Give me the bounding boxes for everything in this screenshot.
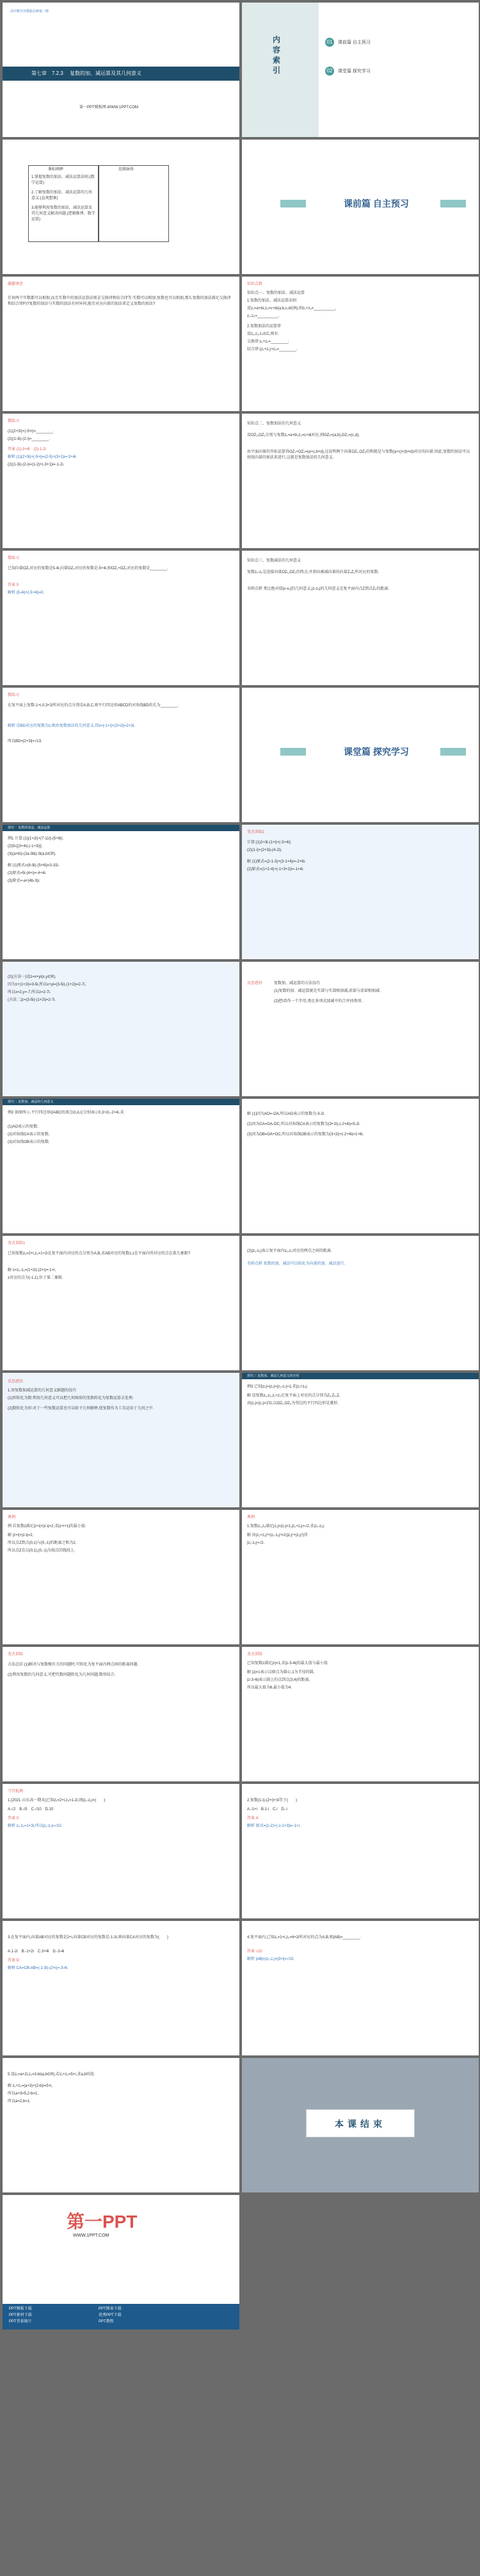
reflect-body: 复数加、减运算的方法技巧 bbox=[274, 982, 321, 985]
question: 已知复数z₁=2+i,z₂=1+2i在复平面内对应的点分别为A,B,求AB对应的复数z,z在平面内所对应的点在第几象限? bbox=[8, 1252, 191, 1256]
slide-example1 bbox=[3, 825, 239, 959]
text-line: (2)利用复数的几何意义,可把代数问题转化为几何问题,数形结合. bbox=[8, 1673, 116, 1677]
toc-index-1: 01 bbox=[325, 38, 334, 47]
solution: z对应的点为(-1,1),位于第二象限. bbox=[8, 1276, 63, 1280]
brand-title: 第一PPT bbox=[67, 2212, 138, 2232]
solution: 解 (1)原式=(8-9i)-(5+6i)=3-15i. bbox=[8, 864, 60, 868]
tag-label: 微练习 bbox=[8, 693, 20, 697]
solution: 所以a=2,b=1. bbox=[8, 2100, 31, 2103]
slide-knowledge1 bbox=[242, 277, 479, 411]
publisher-logo: 高中数学苏教版必修第二册 bbox=[10, 10, 49, 13]
objectives-header: 课标阐释 bbox=[48, 168, 64, 172]
kp-line: z₁-z₂=__________. bbox=[247, 314, 280, 318]
solution: 所以点Z到点(0,1)与(0,-1)的距离之和为2, bbox=[8, 1541, 77, 1545]
tag-label: 典例 bbox=[247, 1516, 255, 1519]
slide-objectives bbox=[3, 140, 239, 274]
slide-check3 bbox=[3, 1921, 239, 2055]
solution: 解 由|z₁+z₂|²+|z₁-z₂|²=2(|z₁|²+|z₂|²)得 bbox=[247, 1534, 308, 1537]
footer-link[interactable]: PPT素材下载 bbox=[9, 2313, 32, 2317]
tag-label: 反思感悟 bbox=[247, 982, 263, 985]
slide-example2 bbox=[3, 1099, 239, 1233]
slide-check1 bbox=[3, 1784, 239, 1918]
end-title: 本课结束 bbox=[306, 2109, 415, 2137]
solution: 解 z₁+z₂=(a+3)+(2-b)i=5+i, bbox=[8, 2084, 53, 2088]
solution: (3)因为OB=OA+OC,所以对角线OB表示的复数为(3+2i)+(-2+4i)=1+6i. bbox=[247, 1133, 364, 1137]
question: 已知复数z满足|z|=1,求|z-3-4i|的最大值与最小值. bbox=[247, 1662, 329, 1665]
slide-reflect2 bbox=[3, 1373, 239, 1507]
question: (3)(a+bi)-(2a-3bi)-3i(a,b∈R). bbox=[8, 852, 56, 856]
slide-variant2 bbox=[3, 1236, 239, 1370]
question: 例2 如图所示,平行四边形OABC的顶点O,A,C分别表示0,3+2i,-2+4i.求: bbox=[8, 1111, 125, 1115]
kp-title: 知识点三、复数减法的几何意义 bbox=[247, 559, 301, 563]
source-text: 第一PPT模板网-WWW.1PPT.COM bbox=[79, 106, 138, 109]
question: 5.设z₁=a+2i,z₂=3-bi(a,b∈R),若z₁+z₂=5+i,求a,b的值. bbox=[8, 2073, 95, 2077]
slide-summary bbox=[3, 1647, 239, 1781]
objective-1: 1.掌握复数的加法、减法运算法则.(数学运算) bbox=[31, 175, 95, 185]
question: 1.(2021·山东高一期末)已知z₁=2+i,z₂=1-2i,则|z₁-z₂|=( ) bbox=[8, 1799, 106, 1802]
options: A.√2 B.√5 C.√10 D.10 bbox=[8, 1808, 54, 1811]
mindmap-header: 思维脉络 bbox=[118, 168, 134, 172]
toc-title: 内容索引 bbox=[273, 35, 281, 75]
toc-index-2: 02 bbox=[325, 67, 334, 76]
text-line: (2)|z₁-z₂|表示复平面内z₁,z₂对应的两点之间的距离. bbox=[247, 1249, 332, 1253]
question: (1)AO表示的复数; bbox=[8, 1125, 38, 1129]
slide-section1 bbox=[242, 140, 479, 274]
slide-knowledge2 bbox=[242, 414, 479, 548]
kp-line: 2.复数加法的运算律 bbox=[247, 325, 282, 328]
slide-knowledge3 bbox=[242, 551, 479, 685]
explanation: 解析 z₁-z₂=1+3i,所以|z₁-z₂|=√10. bbox=[8, 1824, 63, 1828]
slide-example3 bbox=[242, 1373, 479, 1507]
kp-line: 交换律:z₁+z₂=________; bbox=[247, 340, 289, 344]
explanation: 解析 CA=CB-AB=(-1-3i)-(2+i)=-3-4i. bbox=[8, 1966, 68, 1970]
reflect-line: (2)数转化为形:对于一些复数运算也可以给予几何解释,使复数作为工具运用于几何之中. bbox=[8, 1407, 154, 1411]
explanation: 解析 (1)(2+3i)+(-5+i)=(2-5)+(3+1)i=-3+4i. bbox=[8, 455, 77, 459]
slide-check5 bbox=[3, 2058, 239, 2192]
footer-link[interactable]: PPT教程 bbox=[99, 2320, 114, 2324]
solution: 解 (1)原式=(2-1-3)+(3-1+4)i=-2+6i. bbox=[247, 860, 306, 864]
tag-label: 激趣诱思 bbox=[8, 282, 24, 286]
text-line: 所以x=2,y=-7,所以z=2-7i. bbox=[8, 991, 51, 994]
answer: 答案 D bbox=[8, 1959, 20, 1963]
question: (3)对角线OB表示的复数. bbox=[8, 1140, 50, 1144]
reflect-line: (1)形转化为数:利用几何意义可以把几何图形的变换转化为复数运算去处理. bbox=[8, 1397, 134, 1400]
tag-label: 变式训练 bbox=[8, 1653, 24, 1657]
question: 例3 已知|z₁|=|z₂|=|z₁-z₂|=1,求|z₁+z₂|. bbox=[247, 1385, 308, 1389]
text-line: 方法总结 (1)解决与复数模有关的问题时,可转化为复平面内两点间的距离问题. bbox=[8, 1663, 139, 1667]
mindmap-box bbox=[99, 165, 169, 242]
tag-label: 微练习 bbox=[8, 419, 20, 423]
section-bar: 探究二 复数加、减法的几何意义 bbox=[3, 1099, 239, 1105]
solution: 解 z=z₂-z₁=(1+2i)-(2+i)=-1+i, bbox=[8, 1268, 56, 1272]
slide-motivate bbox=[3, 277, 239, 411]
kp-line: 设z₁=a+bi,z₂=c+di(a,b,c,d∈R),则z₁+z₂=__________, bbox=[247, 307, 337, 311]
explanation: (2)(1-3i)-(2-i)=(1-2)+(-3+1)i=-1-2i. bbox=[8, 463, 65, 467]
question: (1)(2+3i)+(-5+i)=________. bbox=[8, 430, 54, 433]
solution: |z-3-4i|表示圆上的点到点(3,4)的距离, bbox=[247, 1678, 310, 1682]
tag-label: 反思感悟 bbox=[8, 1380, 24, 1384]
solution: 解 设复数z₁,z₂,z₁+z₂在复平面上对应的点分别为Z₁,Z₂,Z, bbox=[247, 1394, 340, 1398]
objective-3: 3.能够利用复数的加法、减法运算及其几何意义解决问题.(逻辑推理、数学运算) bbox=[31, 206, 95, 222]
slide-ad bbox=[3, 2195, 239, 2329]
solution: 由|z₁|=|z₂|=1知,以OZ₁,OZ₂为邻边的平行四边形是菱形. bbox=[247, 1402, 339, 1405]
question: 1.复数z₁,z₂满足|z₁|=|z₂|=1,|z₁+z₂|=√2,求|z₁-z₂|. bbox=[247, 1525, 325, 1528]
slide-practice2 bbox=[3, 551, 239, 685]
footer-link[interactable]: PPT背景图片 bbox=[9, 2320, 32, 2324]
slide-example4 bbox=[3, 1510, 239, 1644]
kp-line: 设z₁,z₂,z₃∈C,则有: bbox=[247, 332, 280, 336]
question: 例1 计算:(1)(1+2i)+(7-11i)-(5+6i); bbox=[8, 837, 64, 841]
kp-line: 名师点析 类比绝对值|x-x₀|的几何意义,|z-z₀|的几何意义是复平面内点Z到点Z₀的距离. bbox=[247, 587, 390, 591]
solution: (2)原式=(1+2-4)+(-1+3+2)i=-1+4i. bbox=[247, 868, 304, 871]
kp-line: 1.复数的加法、减法运算法则 bbox=[247, 299, 297, 303]
question: 在复平面上复数-1+i,0,3+2i所对应的点分别是A,B,C,则平行四边形ABCD的对角线BD的长为________. bbox=[8, 704, 179, 708]
tag-label: 变式训练1 bbox=[8, 1242, 26, 1245]
kp-line: 结合律:(z₁+z₂)+z₃=________. bbox=[247, 348, 298, 352]
explanation: 解析 原式=(1-2)+(-1-1+3)i=-1+i. bbox=[247, 1824, 301, 1828]
solution: 解 |z|=1表示以原点为圆心,1为半径的圆, bbox=[247, 1671, 315, 1674]
section1-title: 课前篇 自主预习 bbox=[344, 198, 409, 209]
question: (2)5i-[(3+4i)-(-1+3i)]; bbox=[8, 845, 43, 848]
explanation: 解析 设BD对应的复数为z,则由复数加法的几何意义,得z=(-1+i)+(3+2i)=2+3i, bbox=[8, 724, 135, 728]
question: 3.在复平面内,向量AB对应的复数是2+i,向量CB对应的复数是-1-3i,则向量CA对应的复数为( ) bbox=[8, 1936, 168, 1940]
question: 计算:(1)2+3i-(1+i)+(-3+4i); bbox=[247, 841, 292, 845]
question: 4.复平面内,已知z₁=1+i,z₂=4+2i所对应的点为A,B,则|AB|=________. bbox=[247, 1936, 361, 1940]
objectives-table bbox=[28, 165, 99, 242]
question: (2)(1-3i)-(2-i)=________. bbox=[8, 437, 50, 441]
slide-example5 bbox=[242, 1510, 479, 1644]
text-line: 因为z+(1+2i)=3-5i,所以x+yi=(3-5i)-(1+2i)=2-7i, bbox=[8, 983, 86, 987]
slide-variant1 bbox=[242, 825, 479, 959]
motivate-body: 任何两个实数都可以相加,而且实数中的加法运算法则是交换律和结合律等.实数可以相加,复数也可以相加,那么复数的加法满足交换律和结合律吗?复数的加法与实数的加法有何异同,能否对应向量的加法来定义复数的加法? bbox=[8, 296, 231, 306]
solution: (2)原式=5i-(4+i)=-4+4i. bbox=[8, 871, 47, 875]
chapter-banner: 第七章 7.2.3 复数的加、减运算及其几何意义 bbox=[3, 67, 239, 81]
question: 2.复数(1-i)-(2+i)+3i等于( ) bbox=[247, 1799, 298, 1802]
tag-label: 变式训练1 bbox=[247, 830, 265, 834]
question: 已知向量OZ₁对应的复数是5-4i,向量OZ₂对应的复数是-5+4i,则OZ₁+OZ₂对应的复数是________. bbox=[8, 567, 168, 571]
solution: 所以a+3=5,2-b=1, bbox=[8, 2092, 38, 2096]
reflect-line: (2)把i看作一个字母,类比多项式加减中的合并同类项. bbox=[274, 1000, 363, 1003]
explanation: 解析 |AB|=|z₂-z₁|=|3+i|=√10. bbox=[247, 1957, 294, 1961]
footer-link[interactable]: 优秀PPT下载 bbox=[99, 2313, 122, 2317]
slide-check4 bbox=[242, 1921, 479, 2055]
solution: 所以最大值为6,最小值为4. bbox=[247, 1686, 292, 1690]
objective-2: 2.了解复数的加法、减法运算的几何意义.(直观想象) bbox=[31, 191, 93, 200]
toc-item-2[interactable]: 课堂篇 探究学习 bbox=[338, 69, 371, 74]
question: (2)(1-i)+(2+3i)-(4-2i). bbox=[247, 848, 282, 852]
solution: 解 (1)因为AO=-OA,所以AO表示的复数为-3-2i. bbox=[247, 1112, 325, 1116]
tag-label: 微练习 bbox=[8, 556, 20, 560]
slide-title bbox=[3, 3, 239, 137]
solution: (2)因为CA=OA-OC,所以对角线CA表示的复数为(3+2i)-(-2+4i)=5-2i. bbox=[247, 1122, 361, 1126]
text-line: 名师点析 复数的加、减法可以转化为向量的加、减法进行. bbox=[247, 1262, 346, 1266]
slide-toc bbox=[242, 3, 479, 137]
question: 例 若复数z满足|z+i|+|z-i|=2,求|z+i+1|的最小值. bbox=[8, 1525, 86, 1528]
slide-reflect1 bbox=[242, 962, 479, 1096]
slide-end bbox=[242, 2058, 479, 2192]
tag-label: 典例 bbox=[8, 1516, 16, 1519]
slide-variant3 bbox=[242, 1647, 479, 1781]
slide-example2-solution bbox=[242, 1099, 479, 1233]
options: A.-1+i B.1-i C.i D.-i bbox=[247, 1808, 287, 1811]
footer-link[interactable]: PPT图表下载 bbox=[99, 2307, 122, 2311]
solution: |z₁-z₂|=√2. bbox=[247, 1541, 265, 1545]
question: (2)对角线CA表示的复数; bbox=[8, 1133, 50, 1137]
slide-section2 bbox=[242, 688, 479, 822]
tag-label: 变式训练 bbox=[247, 1653, 263, 1657]
explanation: 解析 (5-4i)+(-5+4i)=0. bbox=[8, 591, 45, 595]
slide-method bbox=[3, 962, 239, 1096]
kp-line: 由平面向量的坐标运算得OZ₁+OZ₂=(a+c,b+d),这说明两个向量OZ₁,OZ₂的和就是与复数(a+c)+(b+d)i对应的向量.因此,复数的加法可以按照向量的加法来进行,这就是复数加法的几何意义. bbox=[247, 450, 470, 460]
answer: 答案 A bbox=[247, 1817, 259, 1820]
slide-practice1 bbox=[3, 414, 239, 548]
tag-label: 知识点拨 bbox=[247, 282, 263, 286]
text-line: (方法二)z=(3-5i)-(1+2i)=2-7i. bbox=[8, 998, 56, 1002]
slide-check2 bbox=[242, 1784, 479, 1918]
tag-label: 当堂检测 bbox=[8, 1790, 24, 1794]
solution: 所以点Z在以(0,1),(0,-1)为端点的线段上. bbox=[8, 1549, 76, 1553]
section-bar: 探究一 复数的加法、减法运算 bbox=[3, 825, 239, 831]
footer-link[interactable]: PPT模板下载 bbox=[9, 2307, 32, 2311]
answer: 答案 0 bbox=[8, 583, 19, 587]
options: A.1-2i B.-1+2i C.3+4i D.-3-4i bbox=[8, 1950, 65, 1954]
solution: 解 |z+i|+|z-i|=2, bbox=[8, 1534, 34, 1537]
answer: 答案 √10 bbox=[247, 1950, 262, 1954]
brand-site[interactable]: WWW.1PPT.COM bbox=[73, 2233, 109, 2238]
footer-links bbox=[3, 2304, 239, 2329]
section2-title: 课堂篇 探究学习 bbox=[344, 747, 409, 757]
kp-title: 知识点二、复数加法的几何意义 bbox=[247, 422, 301, 426]
section-bar: 探究三 复数加、减法几何意义的应用 bbox=[242, 1373, 479, 1379]
reflect-body: 1.用复数加减运算的几何意义解题的技巧 bbox=[8, 1389, 77, 1393]
kp-line: 复数z₁-z₂是连接向量OZ₁,OZ₂的终点,并指向被减向量的向量Z₂Z₁所对应的复数. bbox=[247, 571, 380, 574]
answer: 所以BD=|2+3i|=√13. bbox=[8, 740, 42, 743]
kp-line: 设OZ₁,OZ₂分别与复数z₁=a+bi,z₂=c+di对应,则OZ₁=(a,b),OZ₂=(c,d), bbox=[247, 433, 360, 437]
kp-title: 知识点一、复数的加法、减法运算 bbox=[247, 291, 305, 295]
text-line: (2)(方法一)设z=x+yi(x,y∈R), bbox=[8, 975, 56, 979]
reflect-line: (1)复数的加、减运算就是实部与实部相加减,虚部与虚部相加减. bbox=[274, 989, 381, 993]
slide-practice3 bbox=[3, 688, 239, 822]
solution: (3)原式=-a+(4b-3)i. bbox=[8, 879, 40, 883]
toc-item-1[interactable]: 课前篇 自主预习 bbox=[338, 40, 371, 45]
answer: 答案 C bbox=[8, 1817, 20, 1820]
answer: 答案 (1)-3+4i (2)-1-2i bbox=[8, 448, 46, 451]
slide-note bbox=[242, 1236, 479, 1370]
